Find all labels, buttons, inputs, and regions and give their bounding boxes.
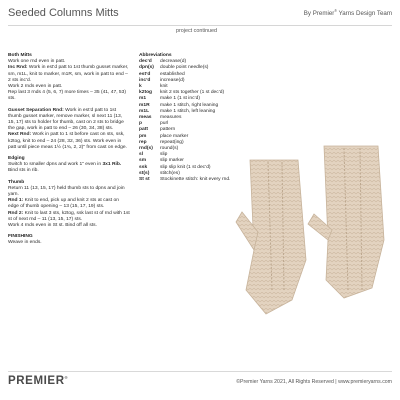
abbreviation-value: repeat(ing) [160,139,184,145]
abbreviation-key: rep [139,139,147,145]
abbreviation-key: sl [139,152,144,158]
abbreviation-key: m1 [139,96,147,102]
abbreviation-value: knit 2 sts together (1 st dec’d) [160,90,225,96]
footer-rule [8,371,392,372]
abbreviation-value: slip [160,152,168,158]
abbreviation-key: sm [139,158,147,164]
copyright-text: ©Premier Yarns 2021, All Rights Reserved | www.premieryarns.com [236,379,392,385]
abbreviation-key: dec’d [139,59,152,65]
abbreviation-value: place marker [160,133,189,139]
thumb-section [8,180,130,230]
inc-rnd-paragraph: Inc Rnd: Work in est’d patt to 1st thumb gusset marker, sm, m1L, knit to marker, m1R, sm, work in patt to end – 2 sts inc’d. [8,65,129,83]
thumb-finish: Work 4 rnds even in St st. Bind off all sts. [8,223,97,229]
abbreviation-value: make 1 stitch, right leaning [160,102,219,108]
pattern-title: Seeded Columns Mitts [8,7,119,19]
both-mitts-line-2: Work 2 rnds even in patt. [8,84,63,90]
abbreviation-key: st(s) [139,170,150,176]
thumb-heading: Thumb [8,179,25,185]
abbreviation-value: make 1 (1 st inc’d) [160,96,200,102]
abbreviation-key: dpn(s) [139,65,154,71]
both-mitts-section [8,53,130,103]
premier-logo: PREMIER® [8,375,69,387]
abbreviation-key: St st [139,177,150,183]
abbreviation-value: measures [160,115,182,121]
next-rnd-paragraph: Next Rnd: Work in patt to 1 st before cast on sts, ssk, k2tog, knit to end – 24 (28, 32, 36) sts. Work even in patt until piece meas 1½ (1¾, 2, 2)" from cast on edge. [8,132,127,150]
abbreviation-key: k2tog [139,90,153,96]
abbreviation-key: p [139,121,142,127]
header-rule [8,25,392,34]
mitts-photo [232,140,394,330]
abbreviation-key: inc’d [139,77,151,83]
abbreviation-key: est’d [139,71,151,77]
abbreviation-value: slip marker [160,158,184,164]
abbreviation-key: m1R [139,102,150,108]
project-continued-label: project continued [176,28,218,34]
edging-section [8,156,130,175]
finishing-heading: FINISHING [8,234,33,240]
abbreviation-key: m1L [139,108,150,114]
abbreviation-key: k [139,84,142,90]
abbreviation-value: established [160,71,185,77]
abbreviation-value: pattern [160,127,176,133]
abbreviation-value: knit [160,84,168,90]
edging-heading: Edging [8,156,25,162]
abbreviation-value: stitch(es) [160,170,180,176]
thumb-rnd-2: Rnd 2: Knit to last 3 sts, k2tog, ssk last st of rnd with 1st st of next rnd – 11 (13, 15, 17) sts. [8,210,130,222]
finishing-section [8,234,130,246]
abbreviation-value: double point needle(s) [160,65,209,71]
edging-bind-off: Bind sts in rib. [8,168,39,174]
abbreviation-key: pm [139,133,147,139]
edging-paragraph: Switch to smaller dpns and work 1" even in 3x1 Rib. [8,162,122,168]
finishing-text: Weave in ends. [8,240,42,246]
both-mitts-heading: Both Mitts [8,53,32,58]
gusset-section [8,108,130,151]
designer-credit: By Premier® Yarns Design Team [303,9,392,18]
abbreviations-heading: Abbreviations [139,53,172,58]
abbreviation-key: patt [139,127,148,133]
abbreviation-value: make 1 stitch, left leaning [160,108,216,114]
abbreviation-key: meas [139,115,152,121]
abbreviation-value: increase(d) [160,77,185,83]
gusset-paragraph: Gusset Separation Rnd: Work in est’d patt to 1st thumb gusset marker, remove marker, sl next 11 (13, 15, 17) sts to holder for thumb, cast on 2 sts to bridge the gap, work in patt to end – 26 (30, 34, 38) sts. [8,107,124,132]
both-mitts-line-1: Work one rnd even in patt. [8,59,66,65]
right-mitt [308,146,384,298]
thumb-intro: Return 11 (13, 15, 17) held thumb sts to dpns and join yarn. [8,185,125,198]
abbreviation-key: rnd(s) [139,146,153,152]
abbreviation-value: purl [160,121,169,127]
abbreviation-key: ssk [139,164,148,170]
abbreviation-value: decrease(d) [160,59,187,65]
both-mitts-line-3: Rep last 3 rnds 4 (5, 6, 7) more times – 35 (41, 47, 53) sts. [8,90,126,102]
instructions-column [8,53,130,252]
abbreviation-value: Stockinette stitch: knit every rnd. [160,177,231,183]
abbreviation-value: slip slip knit (1 st dec’d) [160,164,211,170]
thumb-rnd-1: Rnd 1: Knit to end, pick up and knit 2 sts at cast on edge of thumb opening – 13 (15, 17, 19) sts. [8,198,119,210]
abbreviation-value: round(s) [160,146,179,152]
left-mitt [236,160,306,314]
